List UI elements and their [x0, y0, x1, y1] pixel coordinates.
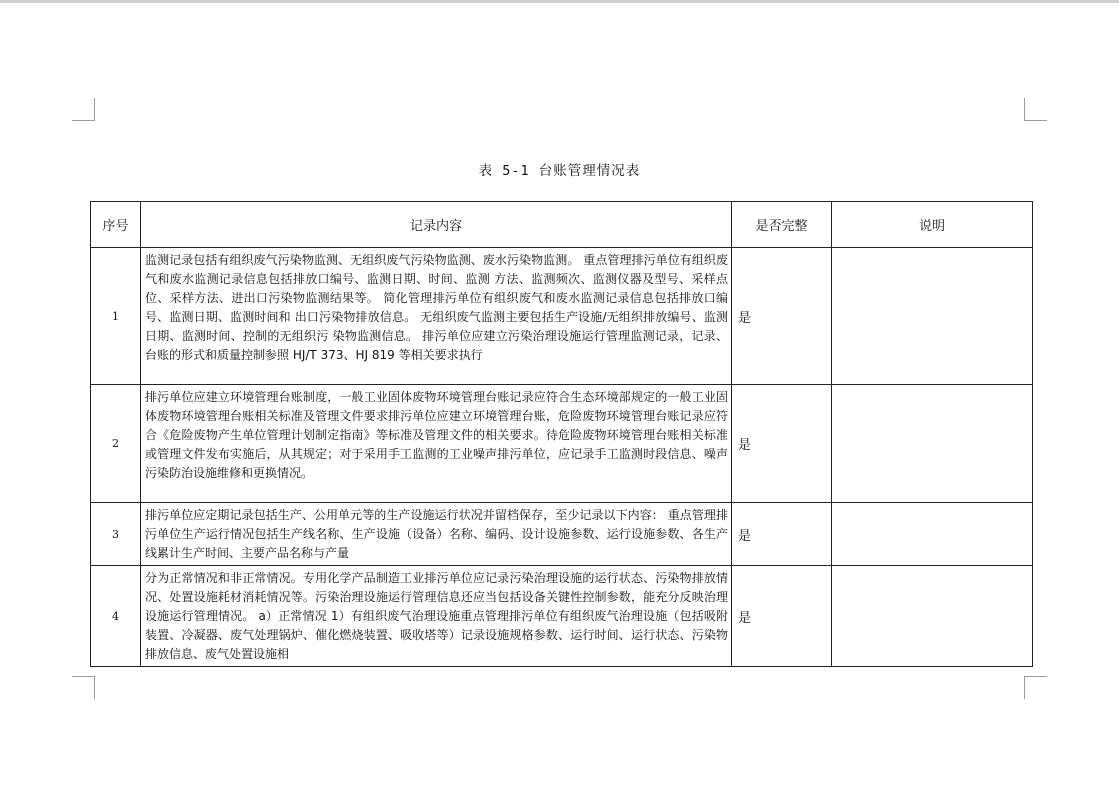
table-row	[91, 385, 1033, 503]
row-serial-number: 1	[91, 248, 141, 385]
row-record-content: 排污单位应定期记录包括生产、公用单元等的生产设施运行状况并留档保存，至少记录以下内容： 重点管理排污单位生产运行情况包括生产线名称、生产设施（设备）名称、编码、设计设施参数、运行设施参数、各生产线累计生产时间、主要产品名称与产量	[141, 503, 732, 566]
header-completeness: 是否完整	[732, 202, 832, 248]
row-serial-number: 3	[91, 503, 141, 566]
row-completeness: 是	[732, 503, 832, 566]
row-completeness: 是	[732, 385, 832, 503]
row-notes	[832, 566, 1033, 667]
page-margin-corner-bottom-right	[1024, 676, 1047, 699]
ledger-management-table	[90, 201, 1033, 667]
row-completeness: 是	[732, 248, 832, 385]
table-row	[91, 248, 1033, 385]
row-notes	[832, 503, 1033, 566]
page-margin-corner-top-left	[72, 98, 95, 121]
header-record-content: 记录内容	[141, 202, 732, 248]
row-record-content: 监测记录包括有组织废气污染物监测、无组织废气污染物监测、废水污染物监测。 重点管理排污单位有组织废气和废水监测记录信息包括排放口编号、监测日期、时间、监测 方法、监测频次、监测仪器及型号、采样点位、采样方法、进出口污染物监测结果等。 简化管理排污单位有组织废气和废水监测记录信息包括排放口编号、监测日期、监测时间和 出口污染物排放信息。 无组织废气监测主要包括生产设施/无组织排放编号、监测日期、监测时间、控制的无组织污 染物监测信息。 排污单位应建立污染治理设施运行管理监测记录，记录、台账的形式和质量控制参照 HJ/T 373、HJ 819 等相关要求执行	[141, 248, 732, 385]
table-row	[91, 566, 1033, 667]
table-caption: 表 5-1 台账管理情况表	[478, 163, 641, 179]
header-serial-number: 序号	[91, 202, 141, 248]
header-notes: 说明	[832, 202, 1033, 248]
row-record-content: 排污单位应建立环境管理台账制度，一般工业固体废物环境管理台账记录应符合生态环境部规定的一般工业固体废物环境管理台账相关标准及管理文件要求排污单位应建立环境管理台账，危险废物环境管理台账记录应符合《危险废物产生单位管理计划制定指南》等标准及管理文件的相关要求。待危险废物环境管理台账相关标准或管理文件发布实施后，从其规定；对于采用手工监测的工业噪声排污单位，应记录手工监测时段信息、噪声污染防治设施维修和更换情况。	[141, 385, 732, 503]
row-serial-number: 4	[91, 566, 141, 667]
window-top-edge	[0, 0, 1119, 3]
table-header-row	[91, 202, 1033, 248]
row-record-content: 分为正常情况和非正常情况。专用化学产品制造工业排污单位应记录污染治理设施的运行状态、污染物排放情况、处置设施耗材消耗情况等。污染治理设施运行管理信息还应当包括设备关键性控制参数，能充分反映治理设施运行管理情况。 a）正常情况 1）有组织废气治理设施重点管理排污单位有组织废气治理设施（包括吸附装置、冷凝器、废气处理锅炉、催化燃烧装置、吸收塔等）记录设施规格参数、运行时间、运行状态、污染物排放信息、废气处置设施相	[141, 566, 732, 667]
table-row	[91, 503, 1033, 566]
row-notes	[832, 248, 1033, 385]
page-margin-corner-top-right	[1024, 98, 1047, 121]
row-serial-number: 2	[91, 385, 141, 503]
page-margin-corner-bottom-left	[72, 676, 95, 699]
row-completeness: 是	[732, 566, 832, 667]
row-notes	[832, 385, 1033, 503]
